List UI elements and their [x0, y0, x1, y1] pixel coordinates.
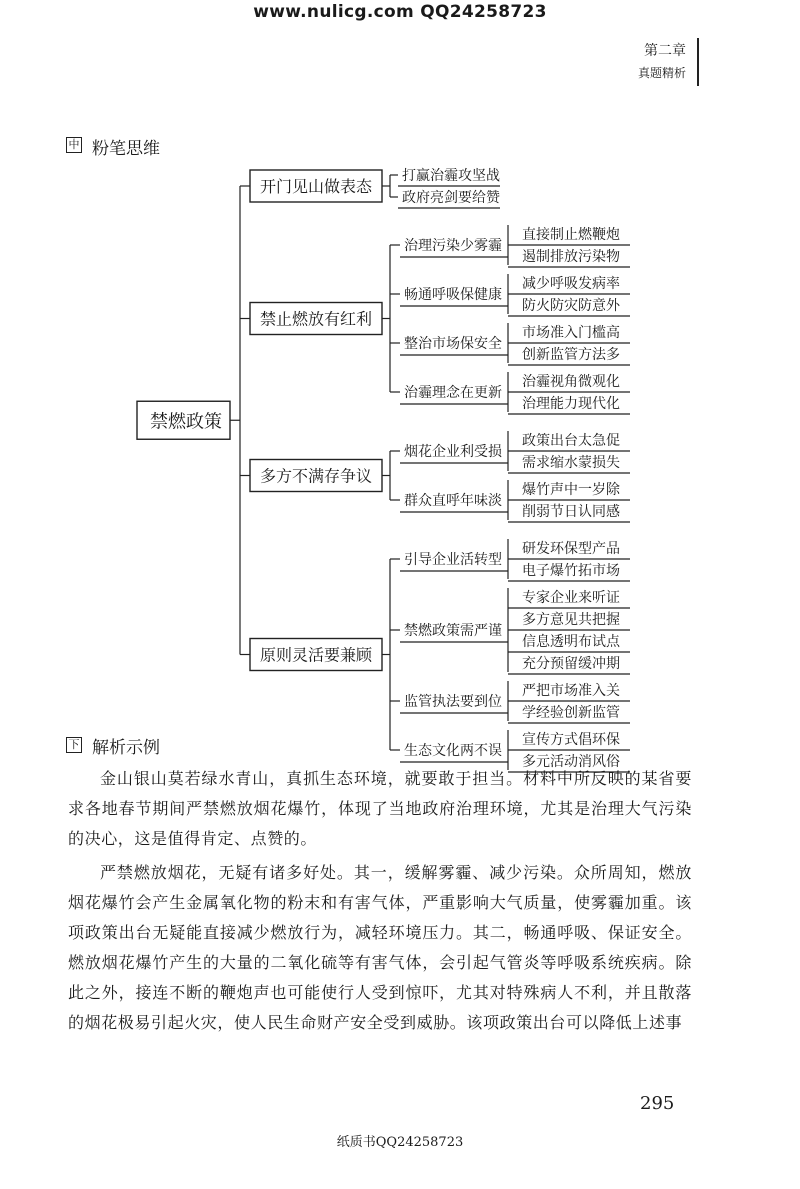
leaf-label: 学经验创新监管 — [522, 705, 620, 721]
sub-branch-label: 群众直呼年味淡 — [404, 493, 502, 509]
sub-branch-label: 烟花企业利受损 — [404, 444, 502, 460]
branch-label: 开门见山做表态 — [260, 177, 373, 196]
sub-branch-label: 整治市场保安全 — [404, 336, 502, 352]
branch-label: 原则灵活要兼顾 — [260, 645, 373, 665]
leaf-label: 多方意见共把握 — [522, 612, 620, 628]
leaf-label: 宣传方式倡环保 — [522, 732, 620, 748]
watermark-top: www.nulicg.com QQ24258723 — [253, 2, 547, 22]
sub-branch-label: 治霾理念在更新 — [404, 385, 502, 401]
leaf-label: 防火防灾防意外 — [522, 298, 620, 314]
leaf-label: 遏制排放污染物 — [522, 249, 620, 265]
sub-branch-label: 监管执法要到位 — [404, 694, 502, 710]
section-marker-icon: 中 — [66, 137, 82, 153]
sub-branch-label: 引导企业活转型 — [404, 552, 502, 568]
paragraph-1: 金山银山莫若绿水青山，真抓生态环境，就要敢于担当。材料中所反映的某省要求各地春节期间严禁燃放烟花爆竹，体现了当地政府治理环境，尤其是治理大气污染的决心，这是值得肯定、点赞的。 — [68, 769, 692, 848]
leaf-label: 治理能力现代化 — [522, 396, 620, 412]
leaf-label: 政策出台太急促 — [522, 433, 620, 449]
section-title-analysis: 解析示例 — [92, 738, 160, 758]
page-number: 295 — [640, 1093, 675, 1114]
leaf-label: 打赢治霾攻坚战 — [402, 168, 500, 184]
section-title-thinking: 粉笔思维 — [92, 139, 160, 159]
leaf-label: 多元活动消风俗 — [522, 754, 620, 770]
sub-branch-label: 禁燃政策需严谨 — [404, 623, 502, 639]
leaf-label: 专家企业来听证 — [522, 590, 620, 606]
leaf-label: 直接制止燃鞭炮 — [522, 227, 620, 243]
leaf-label: 需求缩水蒙损失 — [522, 455, 620, 471]
leaf-label: 治霾视角微观化 — [522, 374, 620, 390]
sub-branch-label: 治理污染少雾霾 — [404, 238, 502, 254]
leaf-label: 充分预留缓冲期 — [522, 656, 620, 672]
branch-label: 多方不满存争议 — [260, 466, 373, 486]
chapter-title: 第二章 — [644, 43, 686, 59]
leaf-label: 电子爆竹拓市场 — [522, 563, 620, 579]
leaf-label: 削弱节日认同感 — [522, 504, 620, 520]
leaf-label: 减少呼吸发病率 — [522, 276, 620, 292]
sub-branch-label: 生态文化两不误 — [404, 743, 502, 759]
chapter-subtitle: 真题精析 — [637, 66, 686, 80]
leaf-label: 政府亮剑要给赞 — [402, 190, 500, 206]
root-label: 禁燃政策 — [150, 411, 222, 433]
sub-branch-label: 畅通呼吸保健康 — [404, 287, 502, 303]
leaf-label: 创新监管方法多 — [522, 347, 620, 363]
leaf-label: 信息透明布试点 — [522, 634, 620, 650]
leaf-label: 严把市场准入关 — [522, 683, 620, 699]
section-marker-icon: 下 — [66, 737, 82, 753]
watermark-bottom: 纸质书QQ24258723 — [336, 1135, 464, 1150]
leaf-label: 市场准入门槛高 — [522, 325, 620, 341]
leaf-label: 研发环保型产品 — [522, 541, 620, 557]
leaf-label: 爆竹声中一岁除 — [522, 482, 620, 498]
branch-label: 禁止燃放有红利 — [260, 309, 373, 329]
paragraph-2: 严禁燃放烟花，无疑有诸多好处。其一，缓解雾霾、减少污染。众所周知，燃放烟花爆竹会产生金属氧化物的粉末和有害气体，严重影响大气质量，使雾霾加重。该项政策出台无疑能直接减少燃放行为，减轻环境压力。其二，畅通呼吸、保证安全。燃放烟花爆竹产生的大量的二氧化硫等有害气体，会引起气管炎等呼吸系统疾病。除此之外，接连不断的鞭炮声也可能使行人受到惊吓，尤其对特殊病人不利，并且散落的烟花极易引起火灾，使人民生命财产安全受到威胁。该项政策出台可以降低上述事 — [68, 863, 692, 1032]
